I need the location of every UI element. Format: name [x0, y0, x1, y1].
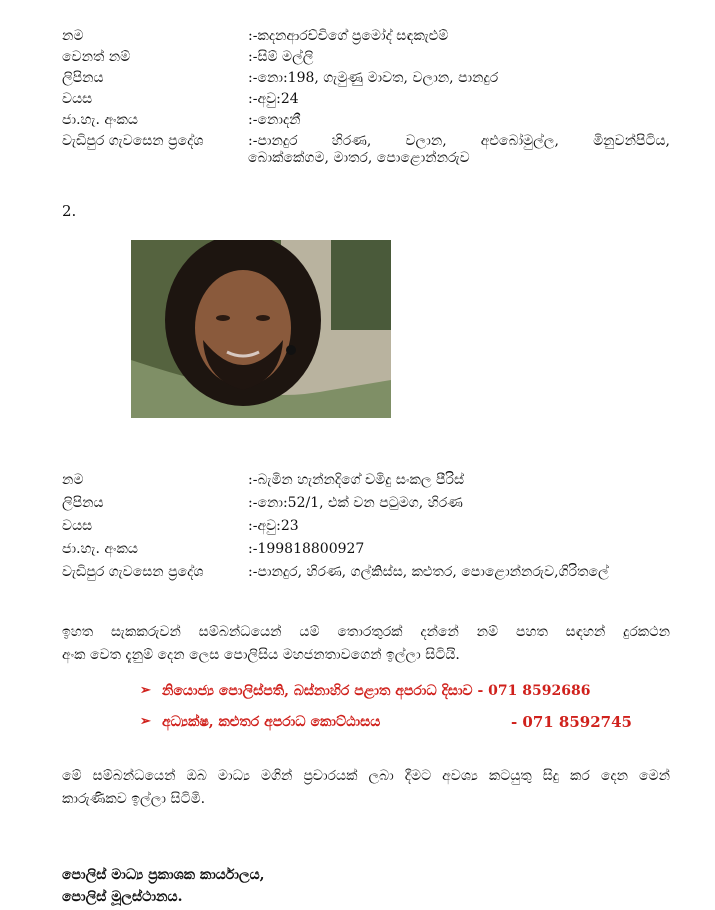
value-nic: :-නොදනී: [248, 112, 301, 128]
value-areas: :-පානදුර හිරණ, වලාන, අළුබෝමුල්ල, මිනුවන්පිටිය,: [248, 133, 670, 149]
label-alias: වෙනත් නම්: [62, 49, 131, 65]
label-areas: වැඩිපුර ගැවසෙන ප්‍රදේශ: [62, 564, 204, 580]
media-paragraph: [62, 765, 670, 811]
contact-2-phone: - 071 8592745: [510, 713, 632, 731]
label-age: වයස: [62, 91, 93, 107]
value-areas: :-පානදුර, හිරණ, ගල්කිස්ස, කළුතර, පොළොන්නරුව,ගිරිතලේ: [248, 564, 609, 580]
person2-nic-row: [62, 539, 670, 559]
person1-name-row: [62, 26, 670, 46]
label-name: නම: [62, 28, 84, 44]
value-name: :-බැමින හැන්නදිගේ චමිදු සංකල පීරිස්: [248, 472, 465, 488]
contact-1: [140, 680, 640, 702]
contact-2-label: අධ්‍යක්ෂ, කළුතර අපරාධ කොට්ඨාසය: [162, 714, 381, 730]
value-age: :-අවු:24: [248, 91, 299, 107]
item-number: 2.: [62, 202, 77, 220]
signature-block: [62, 864, 265, 908]
person1-address-row: [62, 68, 670, 88]
label-age: වයස: [62, 518, 93, 534]
label-address: ලිපිනය: [62, 70, 104, 86]
value-address: :-නො:198, ගැමුණු මාවත, වලාන, පානදුර: [248, 70, 499, 86]
person2-address-row: [62, 493, 670, 513]
request-line-1: ඉහත සැකකරුවන් සම්බන්ධයෙන් යම් තොරතුරක් දන්නේ නම් පහත සඳහන් දුරකථන: [62, 624, 670, 640]
arrow-icon: ➢: [140, 714, 151, 729]
person1-nic-row: [62, 110, 670, 130]
contact-1-label: නියොජ්‍ය පොලිස්පති, බස්නාහිර පළාත අපරාධ දිසාව - 071 8592686: [162, 683, 591, 699]
value-age: :-අවු:23: [248, 518, 299, 534]
person2-areas-row: [62, 562, 670, 582]
request-line-2: අංක වෙත දැනුම් දෙන ලෙස පොලිසිය මහජනතාවගෙන් ඉල්ලා සිටියි.: [62, 647, 460, 663]
value-address: :-නො:52/1, එක් වන පටුමග, හිරණ: [248, 495, 463, 511]
signature-line-1: පොලිස් මාධ්‍ය ප්‍රකාශක කාර්යාලය,: [62, 867, 265, 883]
arrow-icon: ➢: [140, 683, 151, 698]
contact-2: [140, 711, 640, 733]
suspect-photo: [131, 240, 391, 418]
value-name: :-කදනආරච්චිගේ ප්‍රමෝද් සඳකැළුම්: [248, 28, 449, 44]
person2-age-row: [62, 516, 670, 536]
signature-line-2: පොලිස් මූලස්ථානය.: [62, 889, 183, 905]
label-name: නම: [62, 472, 84, 488]
person1-alias-row: [62, 47, 670, 67]
media-line-2: කාරුණිකව ඉල්ලා සිටිමි.: [62, 791, 206, 807]
label-nic: ජා.හැ. අංකය: [62, 112, 138, 128]
person1-areas-continued: බොක්කේගම, මාතර, පොළොන්නරුව: [248, 150, 470, 166]
suspect-photo-image: [131, 240, 391, 418]
label-address: ලිපිනය: [62, 495, 104, 511]
value-alias: :-සිම් මල්ලි: [248, 49, 314, 65]
media-line-1: මේ සම්බන්ධයෙන් ඔබ මාධ්‍ය මගින් ප්‍රචාරයක් ලබා දීමට අවශ්‍ය කටයුතු සිදු කර දෙන මෙන්: [62, 768, 670, 784]
request-paragraph: [62, 621, 670, 667]
label-nic: ජා.හැ. අංකය: [62, 541, 138, 557]
person1-age-row: [62, 89, 670, 109]
person2-name-row: [62, 470, 670, 490]
label-areas: වැඩිපුර ගැවසෙන ප්‍රදේශ: [62, 133, 204, 149]
value-nic: :-199818800927: [248, 541, 365, 557]
